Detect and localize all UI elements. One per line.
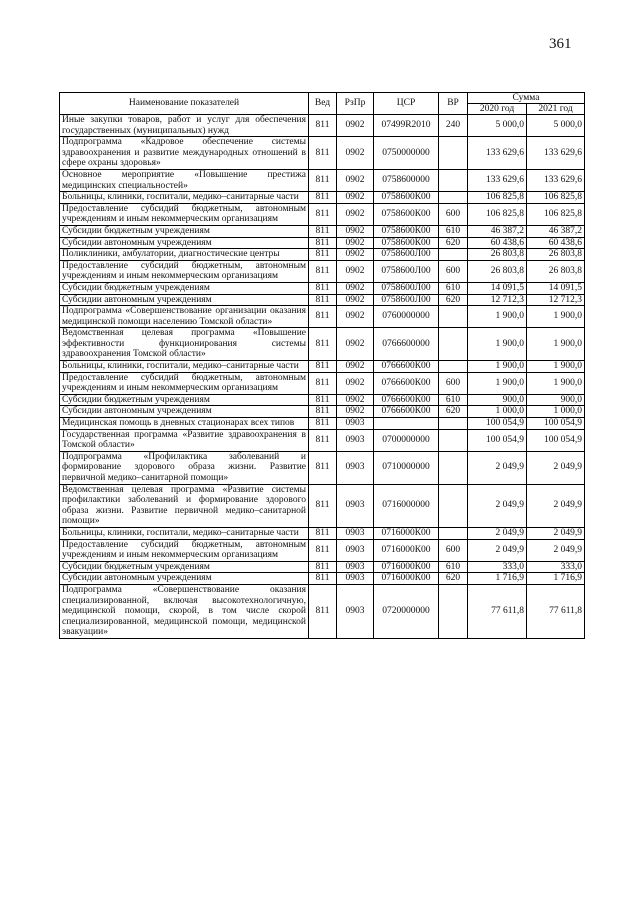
header-2021: 2021 год — [527, 104, 585, 115]
table-row — [60, 527, 585, 539]
cell-csr: 0758600Л00 — [374, 294, 439, 306]
cell-sum-2021: 2 049,9 — [527, 527, 585, 539]
cell-name: Предоставление субсидий бюджетным, автономным учреждениям и иным некоммерческим организациям — [60, 372, 309, 394]
cell-vr — [439, 169, 468, 191]
cell-rzpr: 0903 — [337, 539, 374, 561]
cell-sum-2020: 133 629,6 — [468, 169, 527, 191]
cell-csr: 0710000000 — [374, 451, 439, 484]
cell-sum-2020: 106 825,8 — [468, 192, 527, 204]
cell-ved: 811 — [309, 527, 337, 539]
table-row — [60, 584, 585, 638]
cell-csr: 0758600Л00 — [374, 282, 439, 294]
cell-sum-2021: 5 000,0 — [527, 115, 585, 137]
cell-sum-2020: 26 803,8 — [468, 260, 527, 282]
cell-vr: 610 — [439, 282, 468, 294]
cell-ved: 811 — [309, 249, 337, 261]
cell-vr — [439, 484, 468, 527]
cell-sum-2021: 133 629,6 — [527, 169, 585, 191]
cell-sum-2020: 26 803,8 — [468, 249, 527, 261]
cell-rzpr: 0902 — [337, 361, 374, 373]
cell-csr: 0750000000 — [374, 137, 439, 170]
cell-csr: 0758600К00 — [374, 203, 439, 225]
cell-rzpr: 0902 — [337, 394, 374, 406]
cell-ved: 811 — [309, 237, 337, 249]
cell-name: Предоставление субсидий бюджетным, автономным учреждениям и иным некоммерческим организациям — [60, 539, 309, 561]
cell-csr: 0758600Л00 — [374, 260, 439, 282]
cell-ved: 811 — [309, 192, 337, 204]
cell-name: Больницы, клиники, госпитали, медико–санитарные части — [60, 192, 309, 204]
header-name: Наименование показателей — [60, 93, 309, 115]
cell-rzpr: 0903 — [337, 584, 374, 638]
cell-name: Субсидии бюджетным учреждениям — [60, 394, 309, 406]
cell-name: Иные закупки товаров, работ и услуг для обеспечения государственных (муниципальных) нужд — [60, 115, 309, 137]
cell-csr: 0716000000 — [374, 484, 439, 527]
cell-sum-2021: 77 611,8 — [527, 584, 585, 638]
cell-vr: 620 — [439, 294, 468, 306]
cell-ved: 811 — [309, 260, 337, 282]
table-row — [60, 306, 585, 328]
cell-rzpr: 0903 — [337, 561, 374, 573]
cell-vr: 240 — [439, 115, 468, 137]
cell-vr — [439, 137, 468, 170]
cell-vr — [439, 192, 468, 204]
cell-ved: 811 — [309, 115, 337, 137]
cell-ved: 811 — [309, 294, 337, 306]
cell-csr: 0758600Л00 — [374, 249, 439, 261]
page-number: 361 — [549, 36, 572, 52]
cell-rzpr: 0902 — [337, 406, 374, 418]
cell-sum-2020: 1 900,0 — [468, 361, 527, 373]
table-row — [60, 406, 585, 418]
table-row — [60, 137, 585, 170]
cell-ved: 811 — [309, 429, 337, 451]
cell-sum-2020: 1 900,0 — [468, 306, 527, 328]
cell-sum-2021: 2 049,9 — [527, 484, 585, 527]
table-row — [60, 328, 585, 361]
cell-sum-2021: 26 803,8 — [527, 260, 585, 282]
cell-sum-2021: 46 387,2 — [527, 225, 585, 237]
cell-vr — [439, 429, 468, 451]
table-row — [60, 294, 585, 306]
cell-rzpr: 0903 — [337, 484, 374, 527]
cell-rzpr: 0902 — [337, 260, 374, 282]
cell-csr: 0716000К00 — [374, 561, 439, 573]
table-row — [60, 282, 585, 294]
cell-ved: 811 — [309, 137, 337, 170]
cell-vr — [439, 527, 468, 539]
cell-sum-2020: 100 054,9 — [468, 418, 527, 430]
cell-sum-2020: 1 000,0 — [468, 406, 527, 418]
cell-sum-2021: 60 438,6 — [527, 237, 585, 249]
cell-csr: 0716000К00 — [374, 573, 439, 585]
table-row — [60, 394, 585, 406]
cell-csr: 0716000К00 — [374, 527, 439, 539]
cell-ved: 811 — [309, 225, 337, 237]
cell-ved: 811 — [309, 584, 337, 638]
cell-sum-2021: 1 900,0 — [527, 306, 585, 328]
cell-name: Подпрограмма «Профилактика заболеваний и формирование здорового образа жизни. Развитие первичной медико–санитарной помощи» — [60, 451, 309, 484]
cell-name: Основное мероприятие «Повышение престижа медицинских специальностей» — [60, 169, 309, 191]
cell-rzpr: 0902 — [337, 115, 374, 137]
cell-rzpr: 0903 — [337, 573, 374, 585]
header-sum: Сумма — [468, 93, 585, 104]
table-row — [60, 539, 585, 561]
cell-csr: 0716000К00 — [374, 539, 439, 561]
cell-sum-2021: 100 054,9 — [527, 429, 585, 451]
cell-ved: 811 — [309, 418, 337, 430]
cell-sum-2020: 1 716,9 — [468, 573, 527, 585]
cell-name: Медицинская помощь в дневных стационарах всех типов — [60, 418, 309, 430]
cell-ved: 811 — [309, 361, 337, 373]
cell-vr: 610 — [439, 225, 468, 237]
cell-sum-2021: 333,0 — [527, 561, 585, 573]
cell-ved: 811 — [309, 394, 337, 406]
table-body — [60, 115, 585, 639]
cell-rzpr: 0903 — [337, 429, 374, 451]
cell-name: Подпрограмма «Совершенствование организации оказания медицинской помощи населению Томской области» — [60, 306, 309, 328]
cell-name: Субсидии автономным учреждениям — [60, 237, 309, 249]
cell-csr — [374, 418, 439, 430]
cell-rzpr: 0902 — [337, 328, 374, 361]
cell-name: Субсидии бюджетным учреждениям — [60, 561, 309, 573]
cell-rzpr: 0902 — [337, 203, 374, 225]
cell-vr: 620 — [439, 406, 468, 418]
cell-sum-2021: 106 825,8 — [527, 192, 585, 204]
cell-sum-2021: 2 049,9 — [527, 451, 585, 484]
cell-vr — [439, 418, 468, 430]
cell-name: Поликлиники, амбулатории, диагностические центры — [60, 249, 309, 261]
header-vr: ВР — [439, 93, 468, 115]
cell-sum-2021: 1 900,0 — [527, 361, 585, 373]
cell-name: Государственная программа «Развитие здравоохранения в Томской области» — [60, 429, 309, 451]
cell-csr: 07499R2010 — [374, 115, 439, 137]
table-row — [60, 203, 585, 225]
cell-ved: 811 — [309, 451, 337, 484]
cell-sum-2021: 2 049,9 — [527, 539, 585, 561]
cell-vr: 600 — [439, 539, 468, 561]
cell-rzpr: 0902 — [337, 137, 374, 170]
cell-name: Предоставление субсидий бюджетным, автономным учреждениям и иным некоммерческим организациям — [60, 260, 309, 282]
cell-name: Больницы, клиники, госпитали, медико–санитарные части — [60, 527, 309, 539]
cell-sum-2020: 2 049,9 — [468, 539, 527, 561]
cell-ved: 811 — [309, 169, 337, 191]
cell-name: Субсидии бюджетным учреждениям — [60, 225, 309, 237]
table-row — [60, 249, 585, 261]
cell-ved: 811 — [309, 484, 337, 527]
cell-rzpr: 0902 — [337, 294, 374, 306]
cell-vr: 610 — [439, 561, 468, 573]
table-row — [60, 225, 585, 237]
cell-vr — [439, 328, 468, 361]
cell-sum-2021: 900,0 — [527, 394, 585, 406]
table-row — [60, 418, 585, 430]
cell-vr: 610 — [439, 394, 468, 406]
cell-sum-2021: 12 712,3 — [527, 294, 585, 306]
cell-csr: 0758600К00 — [374, 225, 439, 237]
cell-csr: 0766600К00 — [374, 406, 439, 418]
cell-sum-2020: 2 049,9 — [468, 451, 527, 484]
cell-rzpr: 0902 — [337, 192, 374, 204]
table-row — [60, 361, 585, 373]
table-row — [60, 169, 585, 191]
cell-sum-2020: 46 387,2 — [468, 225, 527, 237]
cell-vr: 600 — [439, 372, 468, 394]
cell-vr: 600 — [439, 203, 468, 225]
cell-sum-2020: 900,0 — [468, 394, 527, 406]
cell-sum-2021: 106 825,8 — [527, 203, 585, 225]
cell-vr: 620 — [439, 237, 468, 249]
table-row — [60, 115, 585, 137]
cell-sum-2020: 77 611,8 — [468, 584, 527, 638]
cell-vr: 600 — [439, 260, 468, 282]
table-row — [60, 573, 585, 585]
table-row — [60, 484, 585, 527]
header-rzpr: РзПр — [337, 93, 374, 115]
cell-vr — [439, 584, 468, 638]
cell-name: Субсидии автономным учреждениям — [60, 406, 309, 418]
cell-vr — [439, 249, 468, 261]
cell-sum-2021: 1 900,0 — [527, 328, 585, 361]
cell-sum-2021: 133 629,6 — [527, 137, 585, 170]
table-row — [60, 451, 585, 484]
cell-csr: 0760000000 — [374, 306, 439, 328]
budget-table — [59, 92, 585, 639]
cell-name: Субсидии автономным учреждениям — [60, 294, 309, 306]
table-row — [60, 429, 585, 451]
cell-sum-2020: 5 000,0 — [468, 115, 527, 137]
cell-csr: 0700000000 — [374, 429, 439, 451]
cell-rzpr: 0902 — [337, 237, 374, 249]
cell-sum-2020: 14 091,5 — [468, 282, 527, 294]
cell-rzpr: 0903 — [337, 418, 374, 430]
cell-sum-2021: 100 054,9 — [527, 418, 585, 430]
cell-sum-2021: 14 091,5 — [527, 282, 585, 294]
cell-sum-2020: 2 049,9 — [468, 484, 527, 527]
cell-ved: 811 — [309, 561, 337, 573]
cell-rzpr: 0902 — [337, 169, 374, 191]
cell-name: Ведомственная целевая программа «Развитие системы профилактики заболеваний и формирование здорового образа жизни. Развитие первичной медико–санитарной помощи» — [60, 484, 309, 527]
cell-ved: 811 — [309, 282, 337, 294]
cell-sum-2020: 2 049,9 — [468, 527, 527, 539]
cell-name: Подпрограмма «Кадровое обеспечение системы здравоохранения и развитие международных отношений в сфере охраны здоровья» — [60, 137, 309, 170]
cell-rzpr: 0903 — [337, 527, 374, 539]
cell-csr: 0758600000 — [374, 169, 439, 191]
cell-sum-2020: 12 712,3 — [468, 294, 527, 306]
cell-sum-2020: 333,0 — [468, 561, 527, 573]
cell-ved: 811 — [309, 328, 337, 361]
cell-sum-2021: 1 716,9 — [527, 573, 585, 585]
cell-csr: 0766600К00 — [374, 394, 439, 406]
table-row — [60, 237, 585, 249]
cell-sum-2020: 133 629,6 — [468, 137, 527, 170]
cell-name: Ведомственная целевая программа «Повышение эффективности функционирования системы здравоохранения Томской области» — [60, 328, 309, 361]
cell-sum-2020: 60 438,6 — [468, 237, 527, 249]
table-row — [60, 192, 585, 204]
table-header — [60, 93, 585, 115]
cell-rzpr: 0902 — [337, 372, 374, 394]
cell-name: Предоставление субсидий бюджетным, автономным учреждениям и иным некоммерческим организациям — [60, 203, 309, 225]
cell-vr — [439, 361, 468, 373]
cell-csr: 0720000000 — [374, 584, 439, 638]
cell-sum-2020: 106 825,8 — [468, 203, 527, 225]
table-row — [60, 260, 585, 282]
cell-vr — [439, 306, 468, 328]
cell-ved: 811 — [309, 372, 337, 394]
cell-ved: 811 — [309, 406, 337, 418]
cell-csr: 0758600К00 — [374, 192, 439, 204]
header-csr: ЦСР — [374, 93, 439, 115]
cell-csr: 0766600000 — [374, 328, 439, 361]
cell-csr: 0758600К00 — [374, 237, 439, 249]
cell-rzpr: 0902 — [337, 225, 374, 237]
header-ved: Вед — [309, 93, 337, 115]
cell-name: Субсидии автономным учреждениям — [60, 573, 309, 585]
table-row — [60, 561, 585, 573]
cell-rzpr: 0902 — [337, 306, 374, 328]
header-2020: 2020 год — [468, 104, 527, 115]
cell-rzpr: 0903 — [337, 451, 374, 484]
cell-sum-2020: 100 054,9 — [468, 429, 527, 451]
cell-sum-2021: 1 000,0 — [527, 406, 585, 418]
cell-sum-2021: 26 803,8 — [527, 249, 585, 261]
cell-sum-2020: 1 900,0 — [468, 372, 527, 394]
table-row — [60, 372, 585, 394]
cell-ved: 811 — [309, 203, 337, 225]
cell-ved: 811 — [309, 539, 337, 561]
cell-name: Субсидии бюджетным учреждениям — [60, 282, 309, 294]
cell-name: Больницы, клиники, госпитали, медико–санитарные части — [60, 361, 309, 373]
cell-name: Подпрограмма «Совершенствование оказания специализированной, включая высокотехнологичную, медицинской помощи, скорой, в том числе скорой специализированной, медицинской помощи, медицинской эвакуации» — [60, 584, 309, 638]
cell-ved: 811 — [309, 573, 337, 585]
cell-vr: 620 — [439, 573, 468, 585]
cell-rzpr: 0902 — [337, 282, 374, 294]
cell-sum-2020: 1 900,0 — [468, 328, 527, 361]
cell-csr: 0766600К00 — [374, 361, 439, 373]
cell-csr: 0766600К00 — [374, 372, 439, 394]
cell-vr — [439, 451, 468, 484]
cell-rzpr: 0902 — [337, 249, 374, 261]
cell-ved: 811 — [309, 306, 337, 328]
cell-sum-2021: 1 900,0 — [527, 372, 585, 394]
